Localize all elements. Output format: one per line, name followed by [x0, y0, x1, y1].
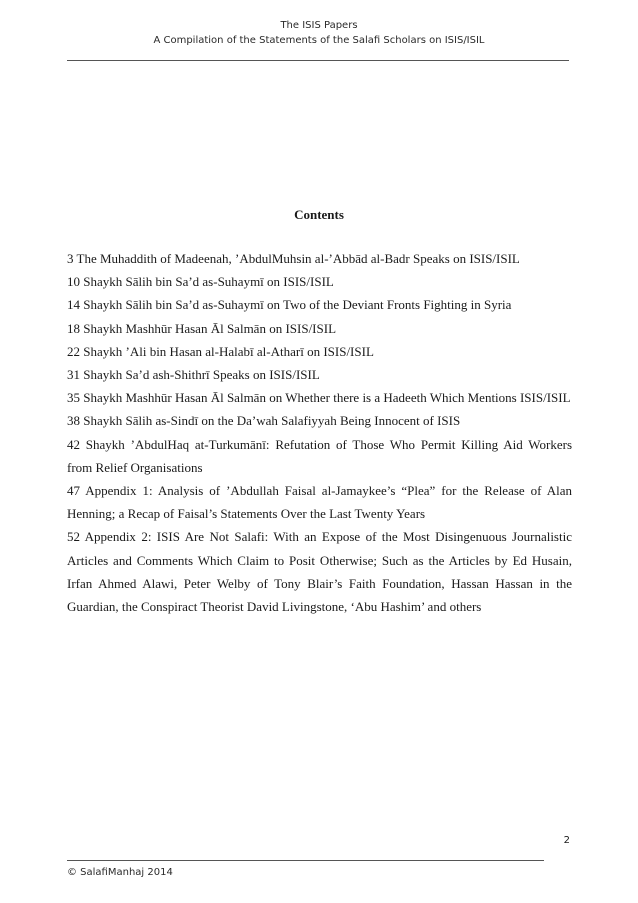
toc-entry: 42 Shaykh ’AbdulHaq at-Turkumānī: Refutation of Those Who Permit Killing Aid Workers from Relief Organisations — [67, 436, 572, 475]
toc-entry: 22 Shaykh ’Ali bin Hasan al-Halabī al-Atharī on ISIS/ISIL — [67, 343, 374, 359]
toc-entry: 14 Shaykh Sālih bin Sa’d as-Suhaymī on Two of the Deviant Fronts Fighting in Syria — [67, 297, 512, 313]
page-footer: © SalafiManhaj 2014 — [67, 867, 173, 878]
header-subtitle: A Compilation of the Statements of the Salafi Scholars on ISIS/ISIL — [153, 35, 485, 46]
toc-entry: 47 Appendix 1: Analysis of ’Abdullah Faisal al-Jamaykee’s “Plea” for the Release of Alan Henning; a Recap of Faisal’s Statements Over the Last Twenty Years — [67, 483, 572, 522]
toc-entry: 52 Appendix 2: ISIS Are Not Salafi: With an Expose of the Most Disingenuous Journalistic Articles and Comments Which Claim to Posit Otherwise; Such as the Articles by Ed Husain, Irfan Ahmed Alawi, Peter Welby of Tony Blair’s Faith Foundation, Hassan Hassan in the Guardian, the Conspiract Theorist David Livingstone, ‘Abu Hashim’ and others — [67, 529, 572, 615]
page-number: 2 — [563, 835, 570, 846]
page-header — [0, 18, 638, 48]
toc-entry: 31 Shaykh Sa’d ash-Shithrī Speaks on ISIS/ISIL — [67, 367, 320, 383]
toc-entry: 10 Shaykh Sālih bin Sa’d as-Suhaymī on ISIS/ISIL — [67, 274, 334, 290]
toc-entry: 35 Shaykh Mashhūr Hasan Āl Salmān on Whether there is a Hadeeth Which Mentions ISIS/ISIL — [67, 390, 571, 406]
table-of-contents — [67, 247, 572, 618]
toc-entry: 3 The Muhaddith of Madeenah, ’AbdulMuhsin al-’Abbād al-Badr Speaks on ISIS/ISIL — [67, 251, 520, 266]
toc-entry: 38 Shaykh Sālih as-Sindī on the Da’wah Salafiyyah Being Innocent of ISIS — [67, 413, 461, 429]
contents-heading: Contents — [294, 207, 344, 222]
header-divider — [67, 60, 569, 61]
footer-divider — [67, 860, 544, 861]
header-title: The ISIS Papers — [280, 20, 358, 31]
toc-entry: 18 Shaykh Mashhūr Hasan Āl Salmān on ISIS/ISIL — [67, 320, 337, 336]
